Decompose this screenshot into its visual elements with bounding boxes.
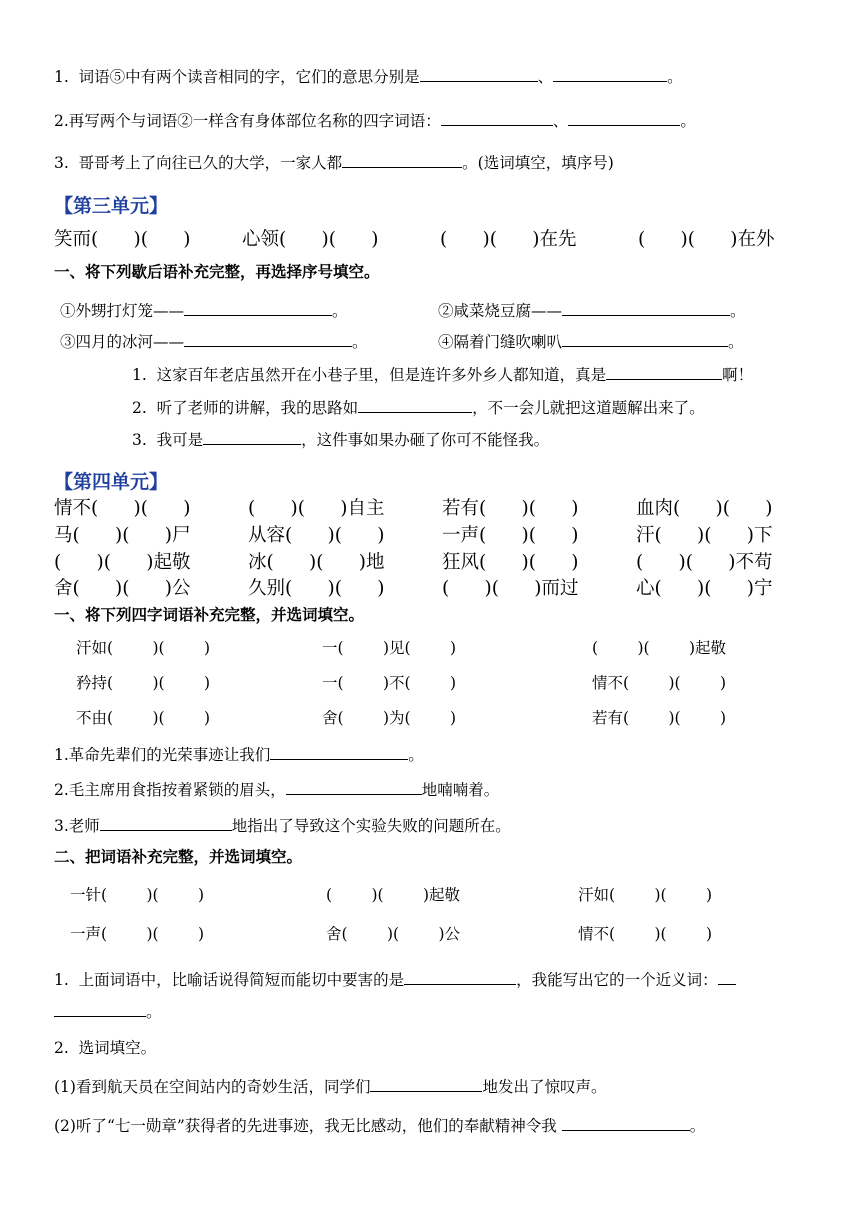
- idiom-cell: 矜持( )( ): [76, 674, 211, 692]
- top-question-2: 2.再写两个与词语②一样含有身体部位名称的四字词语： 、 。: [54, 112, 696, 130]
- answer-blank[interactable]: [342, 152, 462, 168]
- idiom-cell: 舍( )为( ): [322, 709, 457, 727]
- unit4-word: 血肉( )( ): [636, 498, 773, 519]
- unit4-word: 心( )( )宁: [636, 578, 773, 599]
- idiom-cell: ( )( )起敬: [326, 886, 461, 904]
- unit4-s2-question-2b: (2)听了“七一勋章”获得者的先进事迹，我无比感动，他们的奉献精神令我 。: [54, 1117, 706, 1135]
- unit4-s1-question-2: 2.毛主席用食指按着紧锁的眉头， 地喃喃着。: [54, 781, 500, 799]
- unit3-question-1: 1. 这家百年老店虽然开在小巷子里，但是连许多外乡人都知道，真是 啊！: [132, 366, 754, 384]
- idiom-cell: 情不( )( ): [578, 925, 713, 943]
- unit3-section-1: 一、将下列歇后语补充完整，再选择序号填空。: [54, 263, 380, 281]
- unit3-word-4: ( )( )在外: [638, 229, 775, 250]
- answer-blank[interactable]: [203, 429, 301, 445]
- answer-blank[interactable]: [54, 1001, 146, 1017]
- unit4-word: ( )( )起敬: [54, 552, 191, 573]
- idiom-cell: 一( )见( ): [322, 639, 457, 657]
- answer-blank[interactable]: [553, 66, 667, 82]
- xiehouyu-3: ③四月的冰河—— 。: [60, 333, 368, 351]
- unit4-word: 久别( )( ): [248, 578, 385, 599]
- unit4-title: 【第四单元】: [54, 471, 169, 493]
- top-question-1: 1. 词语⑤中有两个读音相同的字，它们的意思分别是 、 。: [54, 68, 683, 86]
- unit4-s2-question-2a: (1)看到航天员在空间站内的奇妙生活，同学们 地发出了惊叹声。: [54, 1078, 607, 1096]
- answer-blank[interactable]: [184, 300, 332, 316]
- unit3-title: 【第三单元】: [54, 195, 169, 217]
- unit3-question-2: 2. 听了老师的讲解，我的思路如 ，不一会儿就把这道题解出来了。: [132, 399, 705, 417]
- unit3-word-1: 笑而( )( ): [54, 229, 191, 250]
- unit4-s1-question-3: 3.老师 地指出了导致这个实验失败的问题所在。: [54, 817, 511, 835]
- idiom-cell: 情不( )( ): [592, 674, 727, 692]
- answer-blank[interactable]: [270, 744, 408, 760]
- idiom-cell: 一( )不( ): [322, 674, 457, 692]
- idiom-cell: 一针( )( ): [70, 886, 205, 904]
- answer-blank[interactable]: [562, 1115, 690, 1131]
- xiehouyu-4: ④隔着门缝吹喇叭 。: [438, 333, 744, 351]
- unit4-word: 狂风( )( ): [442, 552, 579, 573]
- answer-blank[interactable]: [184, 331, 352, 347]
- unit4-word: ( )( )而过: [442, 578, 579, 599]
- unit4-word: 汗( )( )下: [636, 525, 773, 546]
- unit4-word: ( )( )自主: [248, 498, 385, 519]
- unit4-word: ( )( )不苟: [636, 552, 773, 573]
- unit4-word: 情不( )( ): [54, 498, 191, 519]
- unit4-s1-question-1: 1.革命先辈们的光荣事迹让我们 。: [54, 746, 424, 764]
- answer-blank[interactable]: [404, 969, 516, 985]
- idiom-cell: 汗如( )( ): [76, 639, 211, 657]
- answer-blank[interactable]: [441, 110, 553, 126]
- answer-blank[interactable]: [286, 779, 422, 795]
- answer-blank[interactable]: [562, 300, 730, 316]
- unit4-word: 若有( )( ): [442, 498, 579, 519]
- unit4-section-2: 二、把词语补充完整，并选词填空。: [54, 848, 303, 866]
- answer-blank[interactable]: [562, 331, 728, 347]
- unit3-word-2: 心领( )( ): [242, 229, 379, 250]
- answer-blank[interactable]: [420, 66, 538, 82]
- answer-blank[interactable]: [370, 1076, 482, 1092]
- unit3-word-3: ( )( )在先: [440, 229, 577, 250]
- answer-blank[interactable]: [100, 815, 232, 831]
- answer-blank[interactable]: [606, 364, 722, 380]
- unit4-word: 冰( )( )地: [248, 552, 385, 573]
- unit4-s2-question-1-cont: 。: [54, 1001, 162, 1022]
- idiom-cell: 不由( )( ): [76, 709, 211, 727]
- unit4-section-1: 一、将下列四字词语补充完整，并选词填空。: [54, 606, 365, 624]
- unit4-word: 一声( )( ): [442, 525, 579, 546]
- answer-blank[interactable]: [718, 969, 736, 985]
- unit4-word: 从容( )( ): [248, 525, 385, 546]
- unit4-word: 舍( )( )公: [54, 578, 191, 599]
- answer-blank[interactable]: [358, 397, 472, 413]
- unit3-question-3: 3. 我可是 ，这件事如果办砸了你可不能怪我。: [132, 431, 550, 449]
- answer-blank[interactable]: [568, 110, 680, 126]
- idiom-cell: 汗如( )( ): [578, 886, 713, 904]
- idiom-cell: 若有( )( ): [592, 709, 727, 727]
- top-question-3: 3. 哥哥考上了向往已久的大学，一家人都 。(选词填空，填序号): [54, 154, 614, 172]
- idiom-cell: 一声( )( ): [70, 925, 205, 943]
- xiehouyu-2: ②咸菜烧豆腐—— 。: [438, 302, 746, 320]
- idiom-cell: ( )( )起敬: [592, 639, 727, 657]
- xiehouyu-1: ①外甥打灯笼—— 。: [60, 302, 348, 320]
- unit4-word: 马( )( )尸: [54, 525, 191, 546]
- unit4-s2-question-2: 2. 选词填空。: [54, 1039, 157, 1057]
- unit4-s2-question-1: 1. 上面词语中，比喻话说得简短而能切中要害的是 ，我能写出它的一个近义词：: [54, 969, 736, 990]
- idiom-cell: 舍( )( )公: [326, 925, 461, 943]
